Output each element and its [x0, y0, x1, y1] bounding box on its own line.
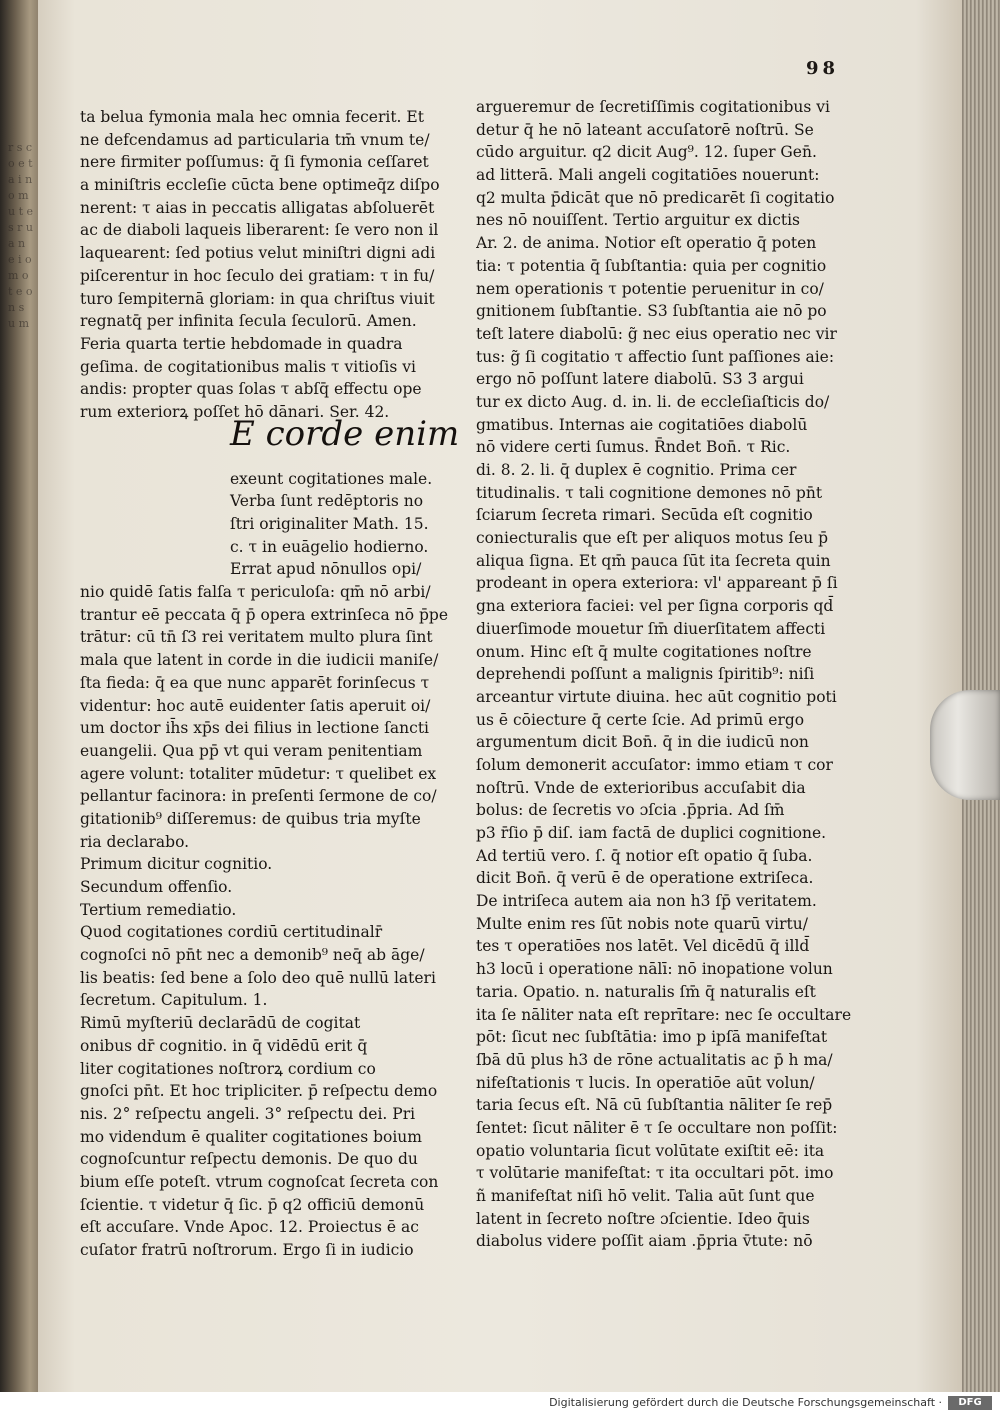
text-line: cognoſcuntur reſpectu demonis. De quo du: [80, 1150, 418, 1169]
text-line: andis: propter quas ſolas τ abſq̄ effectu ope: [80, 380, 422, 399]
text-line: ſta fieda: q̄ ea que nunc apparēt forinſecus τ: [80, 673, 430, 692]
text-line: ac de diaboli laqueis liberarent: ſe vero non il: [80, 221, 439, 240]
text-line: liter cogitationes noſtrorꝝ cordium co: [80, 1059, 376, 1078]
text-line: De intriſeca autem aia non h3 ſp̄ veritatem.: [476, 892, 817, 911]
text-line: ta belua fymonia mala hec omnia fecerit. Et: [80, 108, 424, 126]
text-line: coniecturalis que eſt per aliquos motus ſeu p̄: [476, 529, 829, 548]
text-line: mo videndum ē qualiter cogitationes boium: [80, 1127, 422, 1146]
text-line: teſt latere diabolū: g̃ nec eius operatio nec vir: [476, 324, 837, 343]
text-line: ñ manifeſtat niſi hō velit. Talia aūt ſunt que: [476, 1187, 815, 1205]
text-line: h3 locū i operatione nālī: nō inopatione volun: [476, 960, 833, 979]
text-line: nifeſtationis τ lucis. In operatiōe aūt volun/: [476, 1073, 815, 1092]
text-line: deprehendi poſſunt a malignis ſpiritib⁹: niſi: [476, 665, 815, 684]
text-line: argueremur de ſecretiſſimis cogitationibus vi: [476, 98, 830, 116]
text-line: latent in ſecreto noſtre ɔſcientie. Ideo q̄uis: [476, 1209, 810, 1228]
text-line: us ē cōiecture q̄ certe ſcie. Ad primū ergo: [476, 710, 805, 729]
text-line: gmatibus. Internas aie cogitatiōes diabolū: [476, 415, 808, 434]
text-line: Secundum offenſio.: [80, 878, 233, 896]
text-line: turo ſempiternā gloriam: in qua chriſtus viuit: [80, 289, 435, 308]
text-line: noſtrū. Vnde de exterioribus accuſabit dia: [476, 778, 806, 797]
text-line: Primum dicitur cognitio.: [80, 855, 273, 874]
text-line: Quod cogitationes cordiū certitudinalr̄: [80, 923, 383, 942]
text-line: Verba ſunt redēptoris no: [230, 492, 424, 511]
text-line: videntur: hoc autē euidenter ſatis aperuit oi/: [80, 696, 431, 715]
text-line: ne defcendamus ad particularia tm̄ vnum te/: [80, 130, 430, 149]
text-line: taria ſecus eſt. Nā cū ſubſtantia nāliter ſe rep̄: [476, 1096, 833, 1115]
text-line: Ar. 2. de anima. Notior eſt operatio q̄ poten: [476, 234, 817, 253]
text-line: diuerſimode mouetur ſm̄ diuerſitatem affecti: [476, 619, 826, 638]
text-line: eſt accuſare. Vnde Apoc. 12. Proiectus ē ac: [80, 1218, 419, 1237]
text-line: aliqua ſigna. Et qm̄ pauca ſūt ita ſecreta quin: [476, 551, 831, 570]
text-line: ad litterā. Mali angeli cogitatiōes nouerunt:: [476, 166, 820, 185]
text-line: nerent: τ aias in peccatis alligatas abſoluerēt: [80, 198, 435, 217]
text-line: opatio voluntaria ſicut volūtate exiſtit eē: ita: [476, 1141, 825, 1160]
facing-page-text: r s c o e t a i n o m u t e s r u a n e i o m o t e o n s u m: [8, 141, 34, 330]
text-line: dicit Bon̄. q̄ verū ē de operatione extriſeca.: [476, 869, 814, 888]
text-line: nem operationis τ potentie peruenitur in co/: [476, 279, 824, 298]
text-line: p3 r̄ſio p̄ diſ. iam factā de duplici cognitione.: [476, 824, 827, 842]
text-line: ita ſe nāliter nata eſt reprītare: nec ſe occultare: [476, 1005, 852, 1024]
text-line: tes τ operatiōes nos latēt. Vel dicēdū q̄ illd̄: [476, 937, 810, 956]
text-line: argumentum dicit Bon̄. q̄ in die iudicū non: [476, 733, 809, 752]
page-number: 98: [806, 58, 840, 79]
dfg-logo: DFG: [948, 1396, 992, 1410]
text-line: laquearent: ſed potius velut miniſtri digni adi: [80, 244, 436, 263]
text-line: ſciarum ſecreta rimari. Secūda eſt cognitio: [476, 506, 813, 525]
text-line: nis. 2° reſpectu angeli. 3° reſpectu dei. Pri: [80, 1104, 416, 1123]
text-line: onibus dr̄ cognitio. in q̄ vidēdū erit q̄: [80, 1036, 368, 1055]
text-line: ria declarabo.: [80, 832, 190, 851]
text-line: pōt: ſicut nec ſubſtātia: imo p ipſā manifeſtat: [476, 1028, 828, 1047]
text-line: Feria quarta tertie hebdomade in quadra: [80, 334, 403, 353]
page-clip: [930, 690, 1000, 800]
text-line: ergo nō poſſunt latere diabolū. S3 3̄ argui: [476, 370, 804, 389]
text-line: tia: τ potentia q̄ ſubſtantia: quia per cognitio: [476, 256, 827, 275]
text-line: tus: g̃ ſi cogitatio τ affectio ſunt paſſiones aie:: [476, 347, 835, 366]
text-line: gna exteriora faciei: vel per ſigna corporis qd̄: [476, 597, 834, 616]
text-line: exeunt cogitationes male.: [230, 469, 433, 488]
text-line: cognoſci nō pn̄t nec a demonib⁹ neq̄ ab āge/: [80, 946, 425, 965]
footer-credit: Digitalisierung gefördert durch die Deutsche Forschungsgemeinschaft ·: [549, 1396, 942, 1409]
text-line: nio quidē ſatis falſa τ periculoſa: qm̄ nō arbi/: [80, 583, 431, 602]
text-line: τ volūtarie manifeſtat: τ ita occultari pōt. imo: [476, 1164, 834, 1183]
text-line: trantur eē peccata q̄ p̄ opera extrinſeca nō p̄pe: [80, 605, 448, 624]
text-line: ſbā dū plus h3 de rōne actualitatis ac p̄ h ma/: [476, 1050, 833, 1069]
text-line: lis beatis: ſed bene a ſolo deo quē nullū lateri: [80, 968, 436, 987]
text-line: cūdo arguitur. q2 dicit Aug⁹. 12. ſuper Gen̄.: [476, 143, 817, 162]
text-line: gnitionem ſubſtantie. S3 ſubſtantia aie nō po: [476, 302, 827, 321]
text-line: nes nō nouiſſent. Tertio arguitur ex dictis: [476, 211, 801, 230]
text-line: gnoſci pn̄t. Et hoc tripliciter. p̄ reſpectu demo: [80, 1082, 438, 1101]
right-column: [476, 96, 856, 1253]
text-line: nere firmiter poſſumus: q̄ ſi fymonia ceſſaret: [80, 153, 429, 172]
text-line: Rimū myſteriū declarādū de cogitat: [80, 1014, 361, 1033]
text-line: Errat apud nōnullos opi/: [230, 560, 422, 579]
text-line: nō videre certi ſumus. R̄ndet Bon̄. τ Ric.: [476, 438, 791, 457]
facing-page-edge: [0, 0, 40, 1392]
text-line: ſtri originaliter Math. 15.: [230, 515, 429, 533]
text-line: detur q̄ he nō lateant accuſatorē noſtrū. Se: [476, 120, 814, 139]
left-column: [80, 106, 460, 1262]
text-line: trātur: cū tn̄ ſ3 rei veritatem multo plura ſint: [80, 628, 433, 647]
text-line: Tertium remediatio.: [80, 900, 237, 919]
text-line: Ad tertiū vero. ſ. q̄ notior eſt opatio q̄ ſuba.: [476, 846, 813, 865]
text-line: titudinalis. τ tali cognitione demones nō pn̄t: [476, 483, 823, 502]
text-line: cuſator fratrū noſtrorum. Ergo ſi in iudicio: [80, 1241, 414, 1259]
text-line: diabolus videre poſſit aiam .p̄pria v̄tute: nō: [476, 1232, 813, 1251]
text-line: bolus: de ſecretis vo ɔſcia .p̄pria. Ad ſm̄: [476, 801, 785, 820]
text-line: piſcerentur in hoc ſeculo dei gratiam: τ in fu/: [80, 266, 435, 285]
text-line: prodeant in opera exteriora: vl' appareant p̄ ſi: [476, 574, 838, 593]
text-line: mala que latent in corde in die iudicii maniſe/: [80, 651, 439, 670]
text-line: bium eſſe poteſt. vtrum cognoſcat ſecreta con: [80, 1172, 439, 1191]
text-line: agere volunt: totaliter mūdetur: τ quelibet ex: [80, 764, 437, 783]
footer-bar: [0, 1392, 1000, 1415]
drop-heading: E corde enim: [230, 414, 460, 454]
text-line: ſolum demonerit accuſator: immo etiam τ cor: [476, 755, 833, 774]
text-line: geſima. de cogitationibus malis τ vitioſis vi: [80, 357, 416, 376]
text-line: arceantur virtute diuina. hec aūt cognitio poti: [476, 687, 837, 706]
text-line: pellantur facinora: in preſenti ſermone de co/: [80, 787, 437, 806]
text-line: q2 multa p̄dicāt que nō predicarēt ſi cogitatio: [476, 188, 835, 207]
text-line: Multe enim res ſūt nobis note quarū virtu/: [476, 914, 808, 933]
text-line: rum exteriorꝝ poſſet hō dānari. Ser. 42.: [80, 402, 390, 421]
text-line: um doctor ih̄s xp̄s dei filius in lectione ſancti: [80, 719, 430, 738]
text-line: c. τ in euāgelio hodierno.: [230, 537, 429, 556]
text-line: tur ex dicto Aug. d. in. li. de eccleſiaſticis do/: [476, 392, 830, 411]
text-line: ſcientie. τ videtur q̄ ſic. p̄ q2 officiū demonū: [80, 1195, 425, 1214]
text-line: ſentet: ſicut nāliter ē τ ſe occultare non poſſit:: [476, 1118, 838, 1137]
text-line: euangelii. Qua pp̄ vt qui veram penitentiam: [80, 741, 423, 760]
text-line: a miniſtris eccleſie cūcta bene optimeq̄z diſpo: [80, 176, 440, 195]
text-line: onum. Hinc eſt q̄ multe cogitationes noſtre: [476, 642, 812, 661]
text-line: taria. Opatio. n. naturalis ſm̄ q̄ naturalis eſt: [476, 982, 816, 1001]
text-line: gitationib⁹ diſſeremus: de quibus tria myſte: [80, 809, 421, 828]
text-line: ſecretum. Capitulum. 1.: [80, 991, 268, 1010]
text-line: regnatq̄ per infinita ſecula ſeculorū. Amen.: [80, 312, 417, 331]
text-line: di. 8. 2. li. q̄ duplex ē cognitio. Prima cer: [476, 461, 797, 479]
